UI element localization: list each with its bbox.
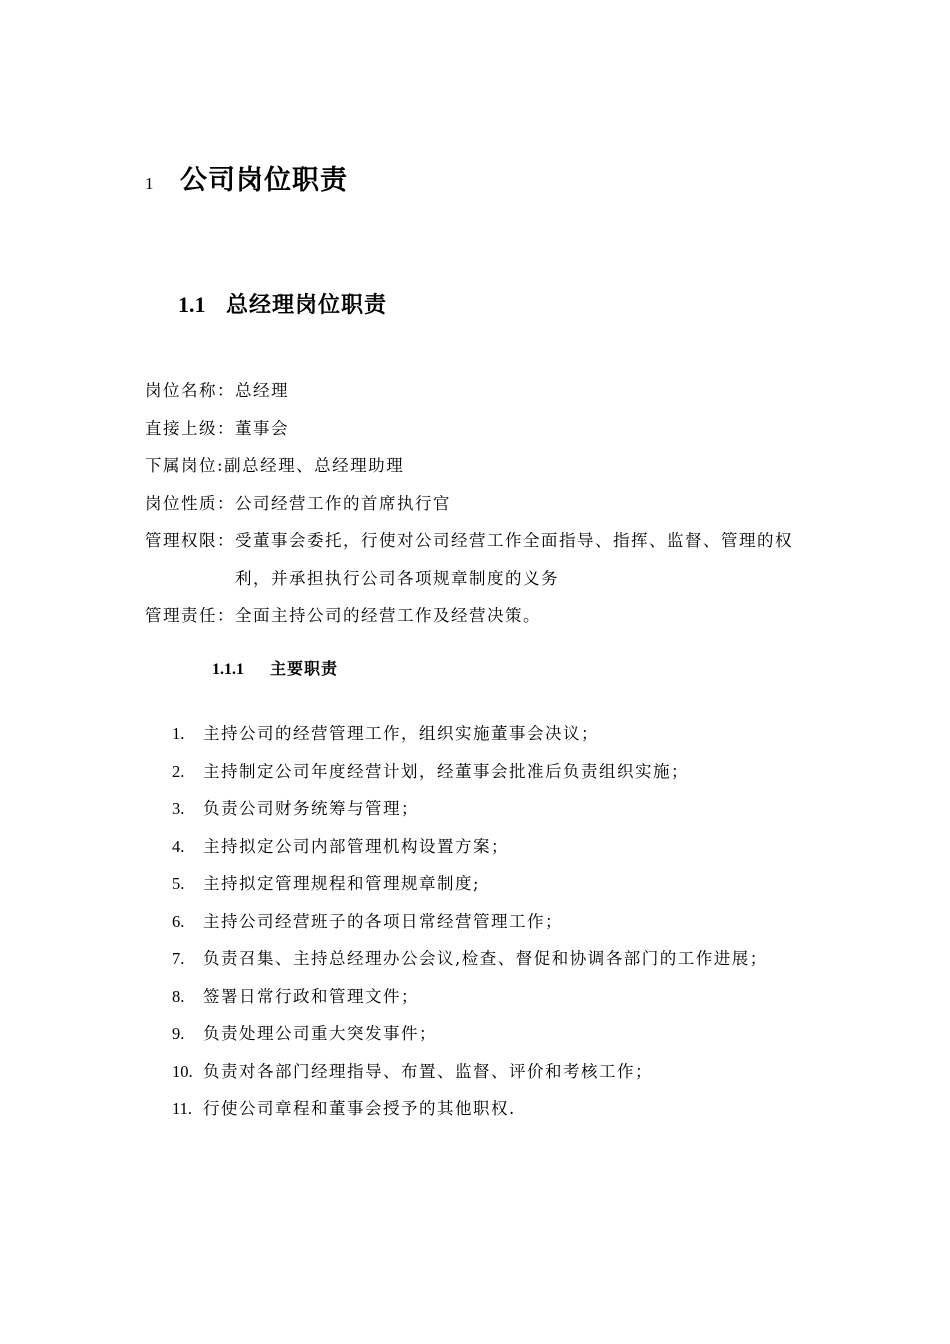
list-item-number: 6. xyxy=(172,911,185,931)
list-item-number: 1. xyxy=(172,724,185,743)
heading-3-title: 主要职责 xyxy=(270,659,339,678)
field-value: 副总经理、总经理助理 xyxy=(224,456,405,475)
list-item-text: 行使公司章程和董事会授予的其他职权. xyxy=(203,1099,516,1118)
list-item xyxy=(172,828,832,866)
list-item-number: 7. xyxy=(172,949,185,968)
list-item xyxy=(172,1053,832,1091)
list-item-number: 8. xyxy=(172,986,185,1006)
duties-list xyxy=(172,715,832,1128)
field-position-nature xyxy=(145,485,825,523)
list-item-number: 9. xyxy=(172,1024,185,1043)
list-item xyxy=(172,715,832,753)
heading-1 xyxy=(145,158,348,200)
field-position-name xyxy=(145,372,825,410)
list-item xyxy=(172,790,832,828)
list-item xyxy=(172,940,832,978)
list-item-text: 主持拟定管理规程和管理规章制度; xyxy=(203,874,481,893)
list-item-text: 主持拟定公司内部管理机构设置方案； xyxy=(203,836,509,856)
list-item-number: 11. xyxy=(172,1099,193,1118)
heading-1-title: 公司岗位职责 xyxy=(180,165,348,196)
list-item-text: 主持制定公司年度经营计划，经董事会批准后负责组织实施； xyxy=(203,761,689,781)
list-item-text: 负责处理公司重大突发事件； xyxy=(203,1024,437,1043)
field-label: 直接上级： xyxy=(145,418,235,438)
list-item-text: 主持公司经营班子的各项日常经营管理工作； xyxy=(203,911,563,931)
field-label: 岗位名称： xyxy=(145,381,235,400)
list-item-number: 10. xyxy=(172,1061,193,1081)
field-value: 董事会 xyxy=(235,418,289,438)
field-label: 岗位性质： xyxy=(145,493,235,513)
list-item xyxy=(172,903,832,941)
list-item xyxy=(172,753,832,791)
heading-2-number: 1.1 xyxy=(178,292,206,317)
heading-3-number: 1.1.1 xyxy=(212,661,244,678)
field-value: 公司经营工作的首席执行官 xyxy=(235,493,451,513)
field-value: 全面主持公司的经营工作及经营决策。 xyxy=(235,606,541,625)
list-item-number: 3. xyxy=(172,799,185,818)
list-item-number: 4. xyxy=(172,836,185,856)
list-item xyxy=(172,978,832,1016)
heading-1-number: 1 xyxy=(145,174,154,193)
list-item-text: 主持公司的经营管理工作，组织实施董事会决议； xyxy=(203,724,599,743)
field-management-responsibility xyxy=(145,597,825,635)
list-item xyxy=(172,865,832,903)
field-label: 管理权限： xyxy=(145,531,235,550)
field-direct-superior xyxy=(145,410,825,448)
list-item-text: 签署日常行政和管理文件； xyxy=(203,986,419,1006)
heading-2-title: 总经理岗位职责 xyxy=(226,293,388,318)
field-label: 下属岗位: xyxy=(145,456,225,475)
heading-2 xyxy=(178,288,387,319)
list-item xyxy=(172,1090,832,1128)
list-item-text: 负责召集、主持总经理办公会议,检查、督促和协调各部门的工作进展； xyxy=(203,949,768,968)
position-info xyxy=(145,372,825,635)
field-management-authority xyxy=(145,522,825,597)
list-item-text: 负责公司财务统筹与管理； xyxy=(203,799,419,818)
list-item-number: 2. xyxy=(172,761,185,781)
list-item-text: 负责对各部门经理指导、布置、监督、评价和考核工作； xyxy=(203,1061,653,1081)
list-item xyxy=(172,1015,832,1053)
field-value: 总经理 xyxy=(235,381,289,400)
field-value: 受董事会委托，行使对公司经营工作全面指导、指挥、监督、管理的权利，并承担执行公司各项规章制度的义务 xyxy=(235,531,793,588)
list-item-number: 5. xyxy=(172,874,185,893)
heading-3 xyxy=(212,656,338,679)
field-label: 管理责任： xyxy=(145,606,235,625)
field-subordinates xyxy=(145,447,825,485)
